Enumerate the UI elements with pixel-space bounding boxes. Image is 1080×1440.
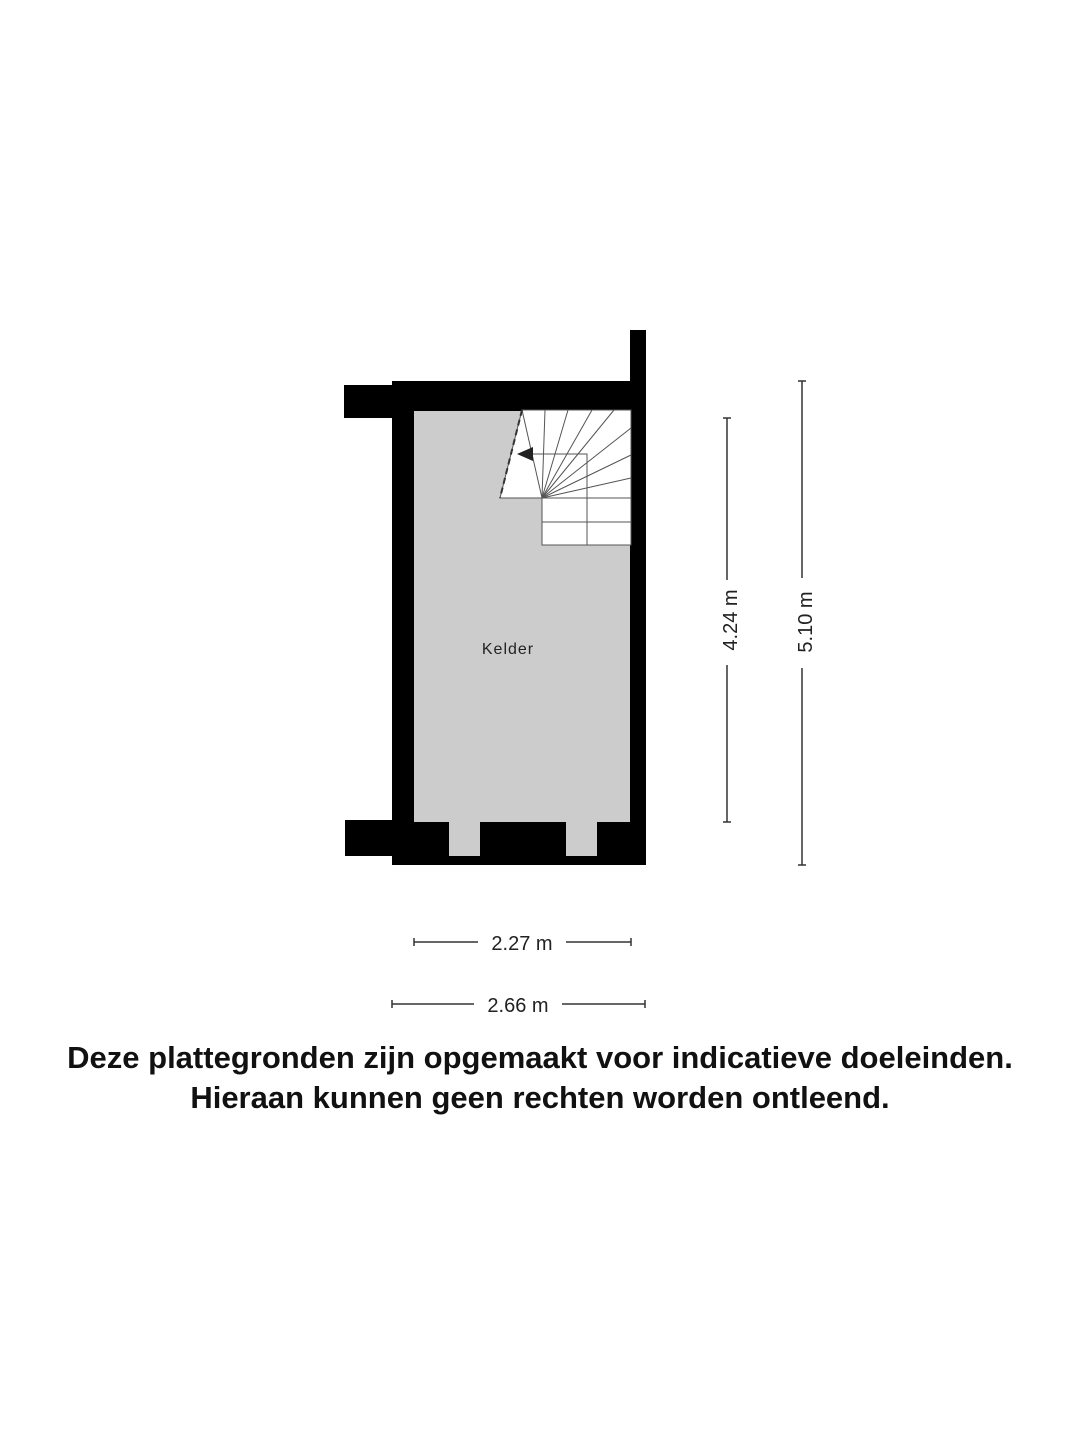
wall-bottom-left-stub: [345, 820, 395, 856]
wall-top-left-stub: [344, 385, 394, 418]
dimension-label-inner-width: 2.27 m: [491, 933, 553, 955]
room-label: Kelder: [481, 641, 535, 658]
disclaimer-line-1: Deze plattegronden zijn opgemaakt voor indicatieve doeleinden.: [67, 1040, 1013, 1075]
wall-left: [392, 381, 414, 865]
dimension-label-outer-width: 2.66 m: [487, 995, 549, 1017]
disclaimer-line-2: Hieraan kunnen geen rechten worden ontleend.: [190, 1080, 890, 1115]
wall-bottom-thin: [392, 856, 646, 865]
wall-right: [630, 381, 646, 865]
dimension-label-inner-depth: 4.24 m: [720, 589, 742, 651]
dimension-label-outer-depth: 5.10 m: [795, 591, 817, 653]
wall-top: [392, 381, 645, 411]
